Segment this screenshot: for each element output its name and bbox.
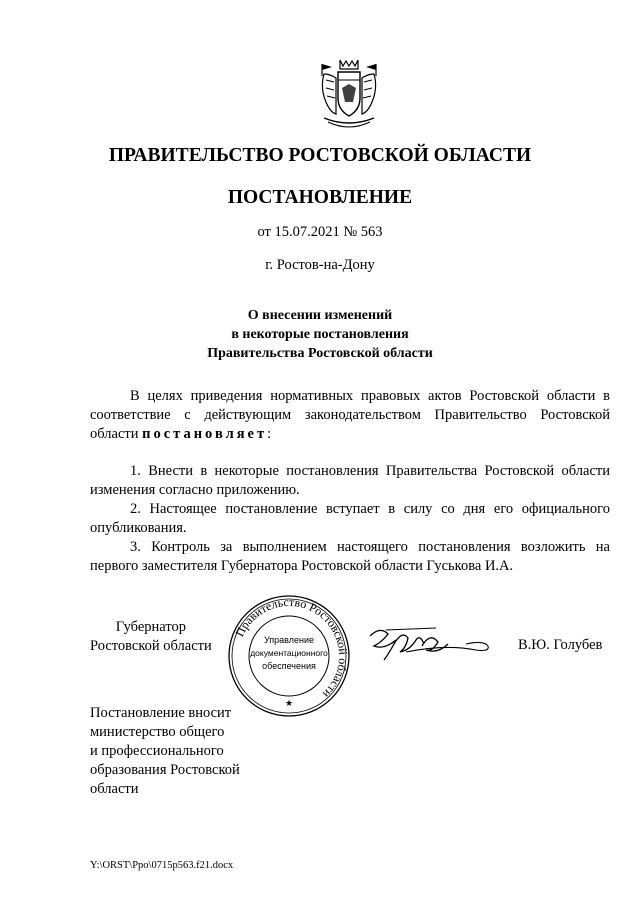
signatory-position xyxy=(90,618,212,656)
star-icon: ★ xyxy=(284,698,294,708)
position-line: Губернатор xyxy=(115,619,186,635)
list-item: 1. Внести в некоторые постановления Правительства Ростовской области изменения согласно приложению. xyxy=(90,463,610,498)
note-line: Постановление вносит xyxy=(90,705,232,721)
title-line: Правительства Ростовской области xyxy=(207,346,433,361)
resolution-keyword: постановляет xyxy=(142,426,268,442)
document-type: ПОСТАНОВЛЕНИЕ xyxy=(227,187,413,208)
city: г. Ростов-на-Дону xyxy=(265,257,375,273)
list-item: 2. Настоящее постановление вступает в силу со дня его официального опубликования. xyxy=(90,501,610,536)
intro-text: В целях приведения нормативных правовых актов Ростовской области в соответствие с действующим законодательством Правительство Ростовской области xyxy=(90,388,610,442)
intro-end: : xyxy=(267,426,272,442)
items-list xyxy=(90,462,610,576)
note-line: образования Ростовской xyxy=(90,762,240,778)
list-item: 3. Контроль за выполнением настоящего постановления возложить на первого заместителя Губернатора Ростовской области Гуськова И.А. xyxy=(90,539,610,574)
submitter-note xyxy=(90,704,240,799)
document-title xyxy=(0,306,640,363)
title-line: О внесении изменений xyxy=(247,308,393,323)
organization-name: ПРАВИТЕЛЬСТВО РОСТОВСКОЙ ОБЛАСТИ xyxy=(108,145,532,166)
stamp-outer-text: Правительство Ростовской области xyxy=(232,594,351,702)
handwritten-signature xyxy=(366,622,494,666)
stamp-inner-line: Управление xyxy=(263,635,315,645)
note-line: и профессионального xyxy=(90,743,224,759)
coat-of-arms-icon xyxy=(316,58,382,132)
date-and-number: от 15.07.2021 № 563 xyxy=(257,224,383,240)
note-line: области xyxy=(90,781,139,797)
stamp-inner-line: документационного xyxy=(250,648,328,658)
stamp-inner-line: обеспечения xyxy=(262,661,316,671)
file-path: Y:\ORST\Ppo\0715p563.f21.docx xyxy=(90,860,234,871)
title-line: в некоторые постановления xyxy=(231,327,409,342)
intro-paragraph xyxy=(90,387,610,444)
note-line: министерство общего xyxy=(90,724,225,740)
signatory-name: В.Ю. Голубев xyxy=(518,637,603,653)
position-line: Ростовской области xyxy=(90,638,212,654)
official-stamp xyxy=(226,593,352,719)
